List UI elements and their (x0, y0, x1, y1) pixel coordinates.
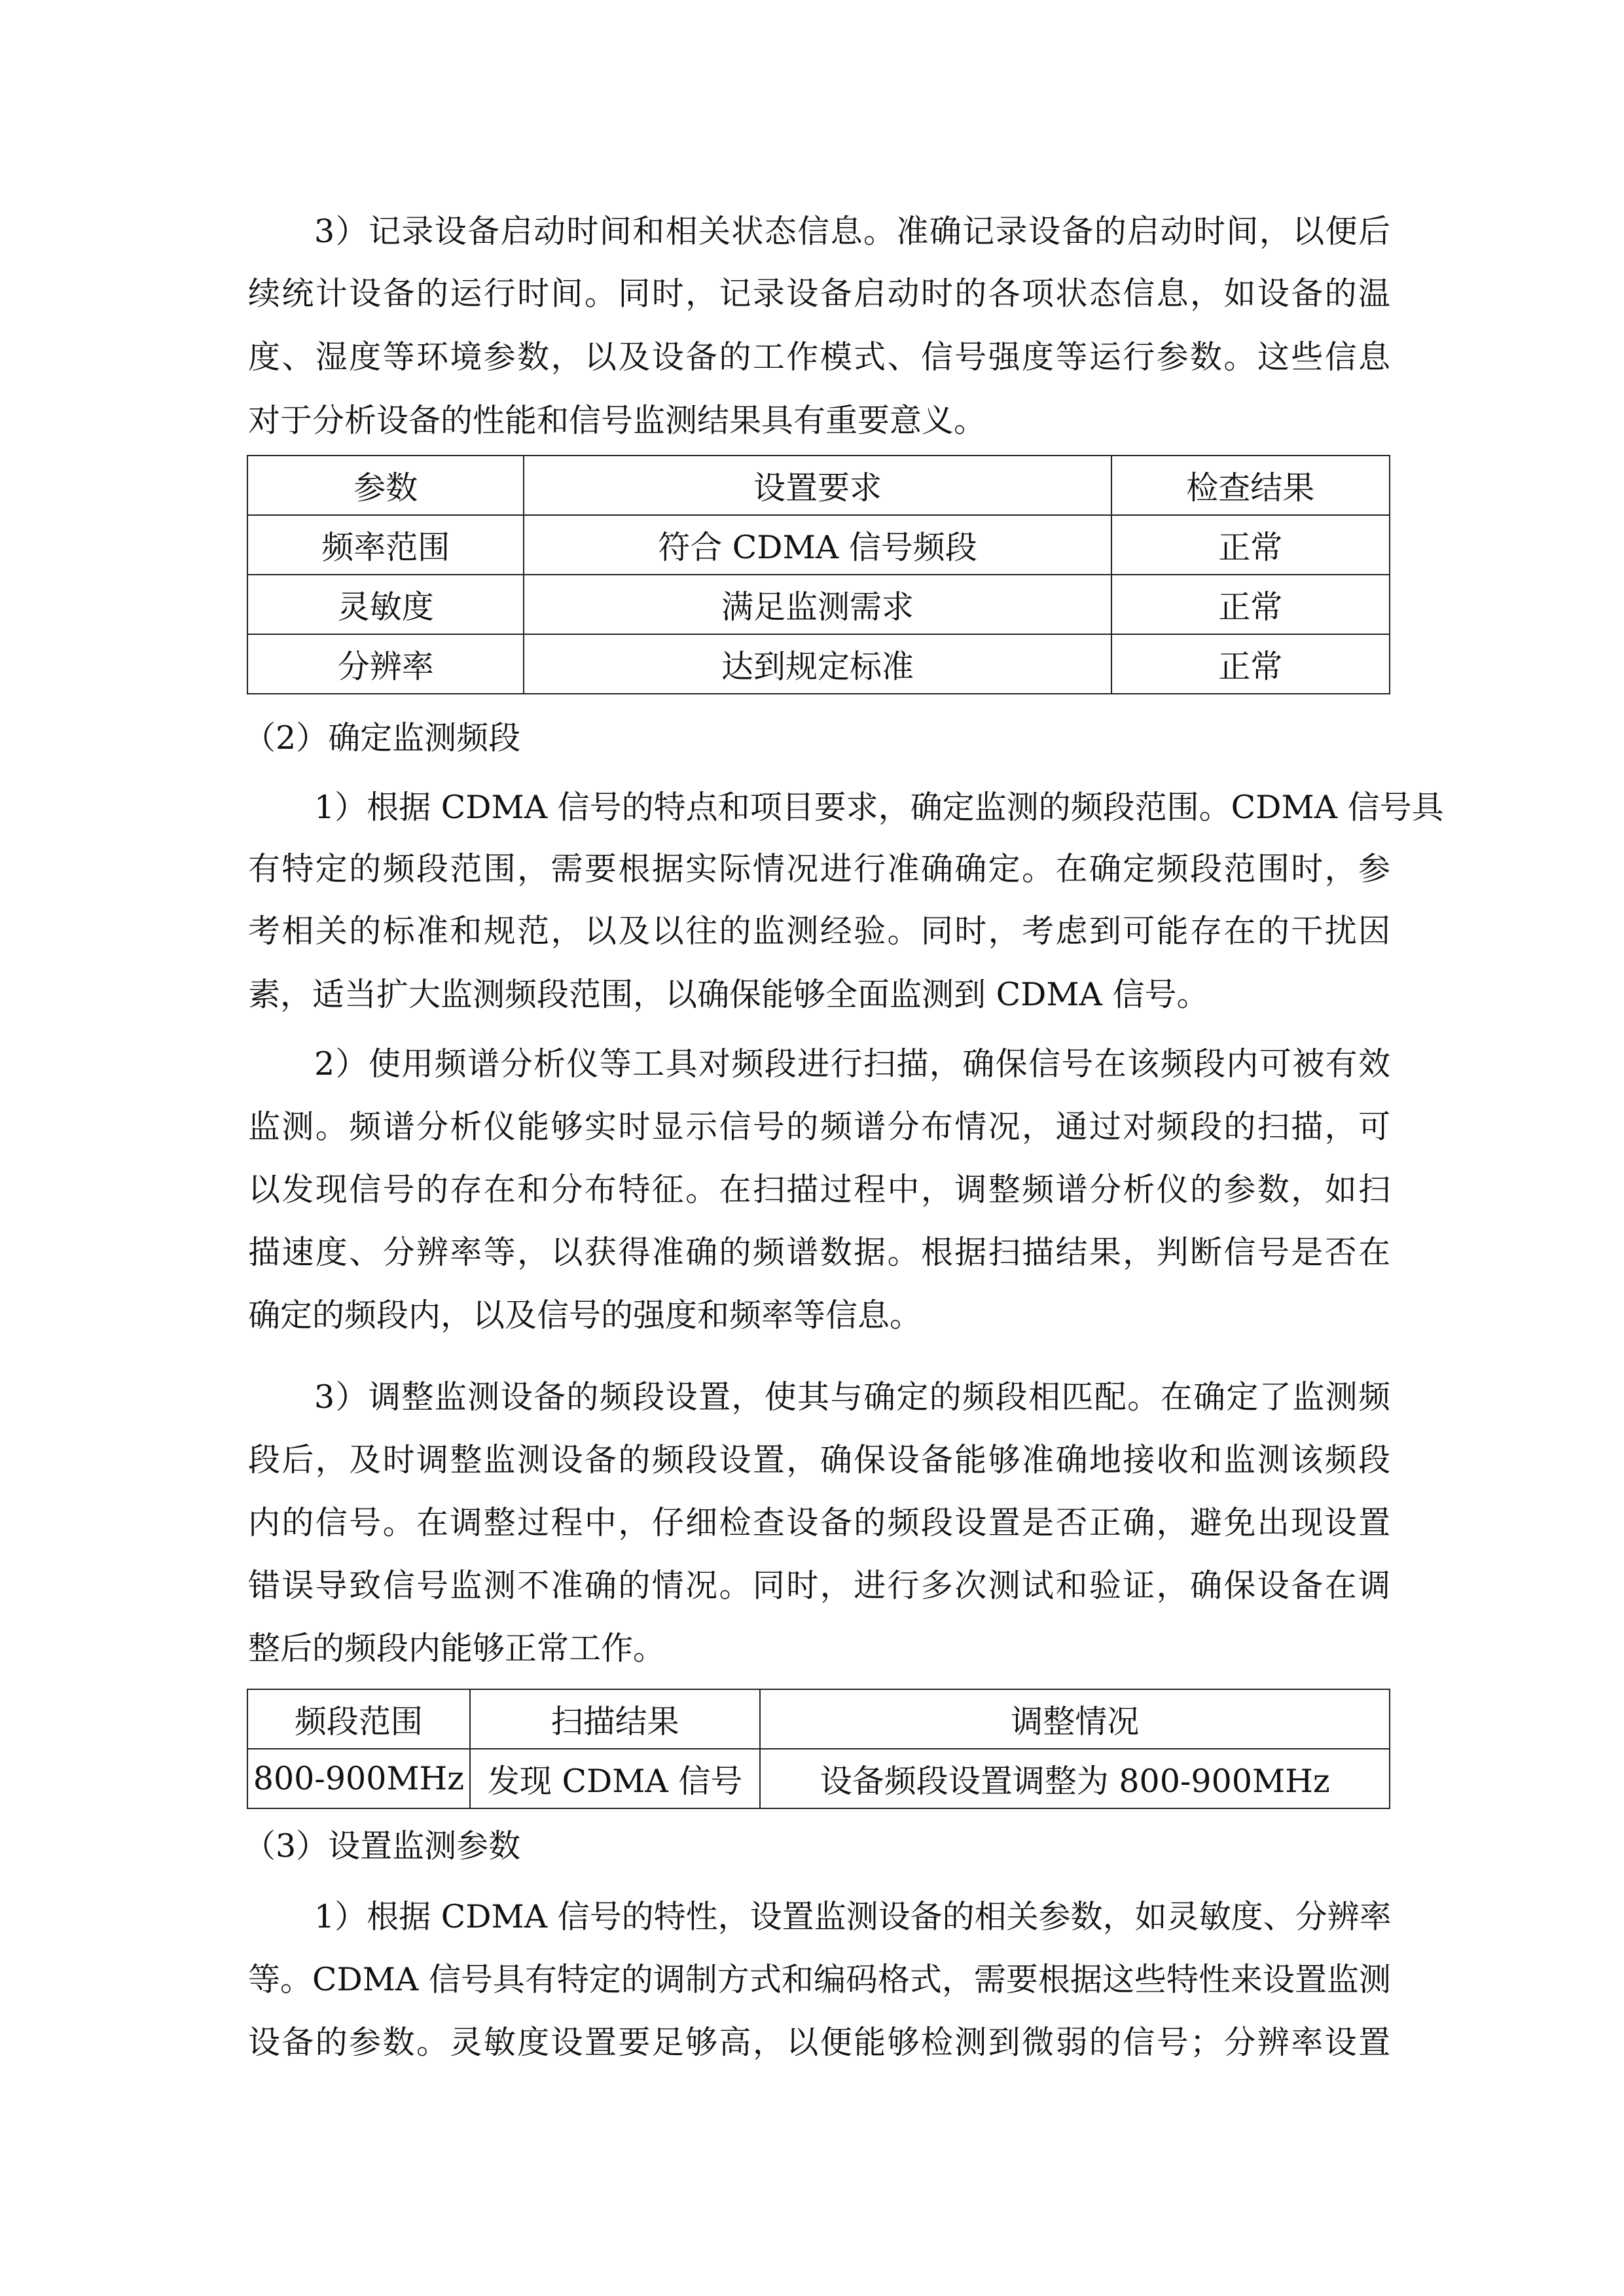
text-line: 内的信号。在调整过程中，仔细检查设备的频段设置是否正确，避免出现设置 (248, 1504, 1390, 1541)
table-header: 检查结果 (1111, 456, 1390, 515)
text-line: 对于分析设备的性能和信号监测结果具有重要意义。 (248, 402, 986, 439)
table-header: 调整情况 (760, 1689, 1390, 1749)
text-line: 素，适当扩大监测频段范围，以确保能够全面监测到 CDMA 信号。 (248, 976, 1209, 1013)
table-header: 扫描结果 (470, 1689, 761, 1749)
text-line: 度、湿度等环境参数，以及设备的工作模式、信号强度等运行参数。这些信息 (248, 338, 1390, 376)
text-line: 有特定的频段范围，需要根据实际情况进行准确确定。在确定频段范围时，参 (248, 850, 1390, 888)
text-line: 监测。频谱分析仪能够实时显示信号的频谱分布情况，通过对频段的扫描，可 (248, 1108, 1390, 1145)
table-cell: 灵敏度 (247, 575, 524, 634)
text-line: 以发现信号的存在和分布特征。在扫描过程中，调整频谱分析仪的参数，如扫 (248, 1171, 1390, 1208)
table-header-row (247, 456, 1390, 515)
table-cell: 满足监测需求 (524, 575, 1111, 634)
text-line: 考相关的标准和规范，以及以往的监测经验。同时，考虑到可能存在的干扰因 (248, 912, 1390, 950)
band-scan-table (247, 1689, 1390, 1809)
table-cell: 800-900MHz (247, 1749, 470, 1808)
table-header: 参数 (247, 456, 524, 515)
text-line: 1）根据 CDMA 信号的特性，设置监测设备的相关参数，如灵敏度、分辨率 (314, 1898, 1392, 1935)
table-cell: 达到规定标准 (524, 634, 1111, 694)
table-cell: 分辨率 (247, 634, 524, 694)
parameter-check-table (247, 455, 1390, 694)
table-row (247, 575, 1390, 634)
table-row (247, 515, 1390, 575)
table-header-row (247, 1689, 1390, 1749)
text-line: 3）调整监测设备的频段设置，使其与确定的频段相匹配。在确定了监测频 (314, 1378, 1390, 1416)
text-line: 整后的频段内能够正常工作。 (248, 1630, 666, 1667)
text-line: 段后，及时调整监测设备的频段设置，确保设备能够准确地接收和监测该频段 (248, 1441, 1390, 1479)
text-line: 续统计设备的运行时间。同时，记录设备启动时的各项状态信息，如设备的温 (248, 275, 1390, 312)
table-cell: 频率范围 (247, 515, 524, 575)
text-line: 设备的参数。灵敏度设置要足够高，以便能够检测到微弱的信号；分辨率设置 (248, 2024, 1390, 2061)
table-header: 频段范围 (247, 1689, 470, 1749)
text-line: 1）根据 CDMA 信号的特点和项目要求，确定监测的频段范围。CDMA 信号具 (314, 789, 1444, 826)
text-line: 2）使用频谱分析仪等工具对频段进行扫描，确保信号在该频段内可被有效 (314, 1045, 1390, 1083)
table-cell: 正常 (1111, 634, 1390, 694)
table-cell: 设备频段设置调整为 800-900MHz (760, 1749, 1390, 1808)
text-line: 错误导致信号监测不准确的情况。同时，进行多次测试和验证，确保设备在调 (248, 1567, 1390, 1604)
table-header: 设置要求 (524, 456, 1111, 515)
table-row (247, 634, 1390, 694)
text-line: 确定的频段内，以及信号的强度和频率等信息。 (248, 1297, 922, 1334)
table-cell: 正常 (1111, 515, 1390, 575)
section-heading: （3）设置监测参数 (244, 1827, 521, 1865)
text-line: 3）记录设备启动时间和相关状态信息。准确记录设备的启动时间，以便后 (314, 213, 1390, 250)
table-cell: 符合 CDMA 信号频段 (524, 515, 1111, 575)
table-cell: 正常 (1111, 575, 1390, 634)
text-line: 描速度、分辨率等，以获得准确的频谱数据。根据扫描结果，判断信号是否在 (248, 1234, 1390, 1271)
text-line: 等。CDMA 信号具有特定的调制方式和编码格式，需要根据这些特性来设置监测 (248, 1961, 1391, 1998)
table-cell: 发现 CDMA 信号 (470, 1749, 761, 1808)
table-row (247, 1749, 1390, 1808)
section-heading: （2）确定监测频段 (244, 719, 521, 757)
